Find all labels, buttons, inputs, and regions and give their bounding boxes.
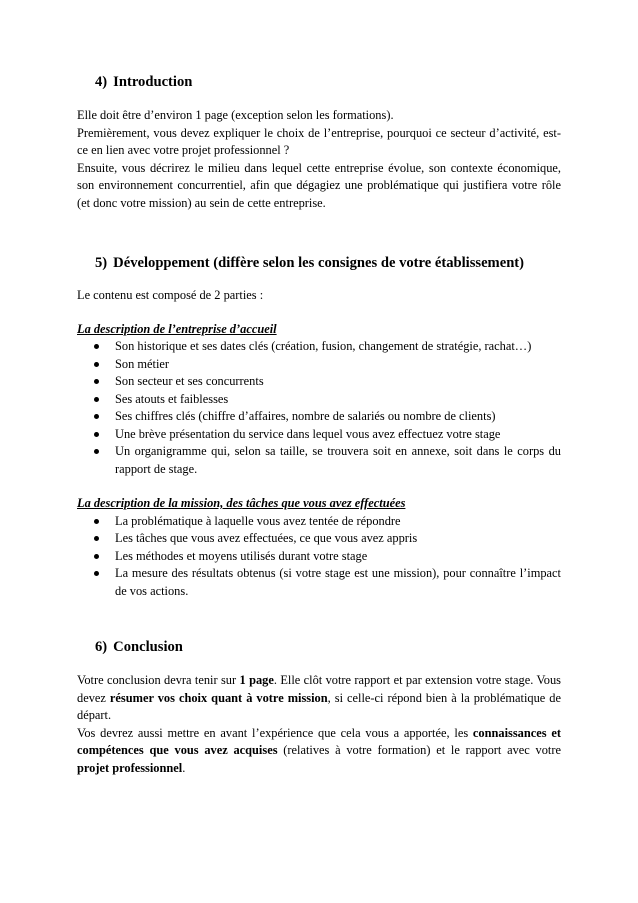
list-item-text: Son secteur et ses concurrents <box>115 374 264 388</box>
section-number: 5) <box>95 255 108 271</box>
conclusion-paragraph-2 <box>77 725 561 778</box>
bullet-icon <box>94 397 99 402</box>
bullet-icon <box>94 536 99 541</box>
bold-run: résumer vos choix quant à votre mission <box>109 690 328 705</box>
section-conclusion <box>77 637 561 777</box>
text-run: (relatives à votre formation) et le rapport avec votre <box>277 743 561 757</box>
section-title: Développement (diffère selon les consignes de votre établissement) <box>113 255 525 271</box>
subheading-entreprise: La description de l’entreprise d’accueil <box>77 321 277 336</box>
bullet-icon <box>94 362 99 367</box>
list-item <box>77 426 561 444</box>
list-item <box>77 565 561 600</box>
bold-run: connaissances et compétences que vous avez acquises <box>77 725 561 757</box>
bullet-icon <box>94 379 99 384</box>
text-run: , si celle-ci répond bien à la problématique de départ. <box>77 690 561 722</box>
bullet-icon <box>94 344 99 349</box>
conclusion-paragraph-1 <box>77 672 561 725</box>
list-item-text: La mesure des résultats obtenus (si votre stage est une mission), pour connaître l’impact de vos actions. <box>115 566 561 598</box>
text-run: . <box>182 760 186 775</box>
bold-run: projet professionnel <box>77 760 183 775</box>
section-heading-developpement <box>77 253 561 273</box>
intro-line: Elle doit être d’environ 1 page (exception selon les formations). <box>77 108 394 122</box>
intro-paragraph-1: Premièrement, vous devez expliquer le choix de l’entreprise, pourquoi ce secteur d’activité, est-ce en lien avec votre projet professionnel ? <box>77 125 561 157</box>
bullet-icon <box>94 519 99 524</box>
section-title: Introduction <box>113 74 193 90</box>
list-item <box>77 548 561 566</box>
list-item-text: Ses chiffres clés (chiffre d’affaires, nombre de salariés ou nombre de clients) <box>115 409 496 423</box>
list-item <box>77 408 561 426</box>
list-item-text: Son métier <box>115 356 170 371</box>
list-mission <box>77 513 561 601</box>
bold-run: 1 page <box>239 673 274 687</box>
bullet-icon <box>94 571 99 576</box>
list-item-text: Les méthodes et moyens utilisés durant votre stage <box>115 548 368 563</box>
section-number: 6) <box>95 639 108 655</box>
list-item-text: Ses atouts et faiblesses <box>115 391 229 406</box>
developpement-intro: Le contenu est composé de 2 parties : <box>77 288 264 302</box>
subheading-mission: La description de la mission, des tâches que vous avez effectuées <box>77 496 406 510</box>
list-item <box>77 513 561 531</box>
section-title: Conclusion <box>113 639 183 655</box>
section-number: 4) <box>95 74 108 90</box>
list-item <box>77 391 561 409</box>
list-item-text: Son historique et ses dates clés (création, fusion, changement de stratégie, rachat…) <box>115 339 532 353</box>
list-item <box>77 373 561 391</box>
bullet-icon <box>94 432 99 437</box>
text-run: Votre conclusion devra tenir sur <box>77 673 240 687</box>
list-item <box>77 443 561 478</box>
section-heading-conclusion <box>77 637 561 657</box>
list-item <box>77 530 561 548</box>
list-item-text: La problématique à laquelle vous avez tentée de répondre <box>115 513 401 528</box>
text-run: . Elle clôt votre rapport et par extension votre stage. Vous devez <box>77 673 562 705</box>
list-item <box>77 338 561 356</box>
bullet-icon <box>94 449 99 454</box>
list-item-text: Une brève présentation du service dans lequel vous avez effectuez votre stage <box>115 426 501 441</box>
section-heading-introduction <box>77 72 561 92</box>
intro-paragraph-2: Ensuite, vous décrirez le milieu dans lequel cette entreprise évolue, son contexte économique, son environnement concurrentiel, afin que dégagiez une problématique qui justifiera votre rôle (et donc votre mission) au sein de cette entreprise. <box>77 160 561 210</box>
list-item <box>77 356 561 374</box>
section-introduction <box>77 72 561 212</box>
list-entreprise <box>77 338 561 478</box>
text-run: Vos devrez aussi mettre en avant l’expérience que cela vous a apportée, les <box>77 725 473 740</box>
list-item-text: Les tâches que vous avez effectuées, ce que vous avez appris <box>115 531 418 545</box>
list-item-text: Un organigramme qui, selon sa taille, se trouvera soit en annexe, soit dans le corps du rapport de stage. <box>115 444 561 476</box>
bullet-icon <box>94 554 99 559</box>
bullet-icon <box>94 414 99 419</box>
section-developpement <box>77 253 561 600</box>
